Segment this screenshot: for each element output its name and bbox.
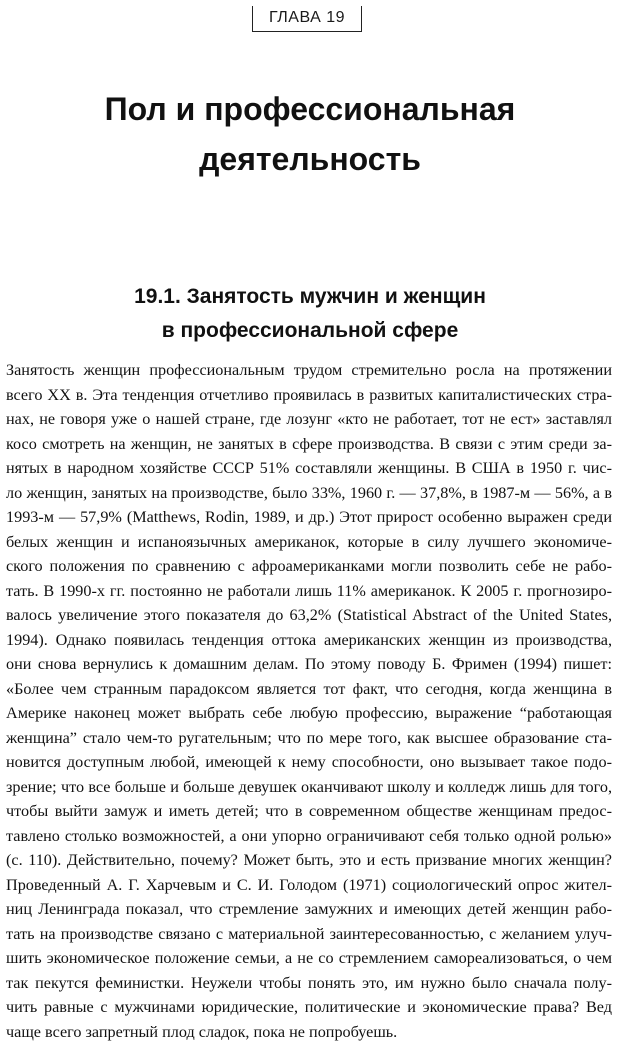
chapter-title: [0, 84, 620, 184]
text-line: они снова вернулись к домашним делам. По этому поводу Б. Фримен (1994) пишет:: [6, 652, 612, 677]
chapter-label: ГЛАВА 19: [253, 9, 361, 27]
chapter-title-line: деятельность: [0, 134, 620, 184]
text-line: ло женщин, занятых на производстве, было 33%, 1960 г. — 37,8%, в 1987-м — 56%, а в: [6, 481, 612, 506]
text-line: ниц Ленинграда показал, что стремление замужних и имеющих детей женщин рабо-: [6, 897, 612, 922]
section-heading-line: в профессиональной сфере: [0, 314, 620, 348]
text-line: женщина” стало чем-то ругательным; что по мере того, как высшее образование ста-: [6, 726, 612, 751]
text-line: «Более чем странным парадоксом является тот факт, что сегодня, когда женщина в: [6, 677, 612, 702]
text-line: чаще всего запретный плод сладок, пока не попробуешь.: [6, 1020, 612, 1044]
text-line: нятых в народном хозяйстве СССР 51% составляли женщины. В США в 1950 г. чис-: [6, 456, 612, 481]
text-line: зрение; что все больше и больше девушек оканчивают школу и колледж лишь для того,: [6, 775, 612, 800]
text-line: белых женщин и испаноязычных американок, которые в силу лучшего экономиче-: [6, 530, 612, 555]
text-line: новится доступным любой, имеющей к нему способности, оно вызывает такое подо-: [6, 750, 612, 775]
text-line: (с. 110). Действительно, почему? Может быть, это и есть призвание многих женщин?: [6, 848, 612, 873]
text-line: тать. В 1990-х гг. постоянно не работали лишь 11% американок. К 2005 г. прогнозиро-: [6, 579, 612, 604]
body-paragraph: [6, 358, 612, 1044]
chapter-title-line: Пол и профессиональная: [0, 84, 620, 134]
text-line: валось увеличение этого показателя до 63,2% (Statistical Abstract of the United States,: [6, 603, 612, 628]
text-line: нах, не говоря уже о нашей стране, где лозунг «кто не работает, тот не ест» заставлял: [6, 407, 612, 432]
section-heading: [0, 280, 620, 348]
text-line: косо смотреть на женщин, не занятых в сфере производства. В связи с этим среди за-: [6, 432, 612, 457]
text-line: 1994). Однако появилась тенденция оттока американских женщин из производства,: [6, 628, 612, 653]
chapter-label-box: [252, 6, 362, 32]
text-line: чить равные с мужчинами юридические, политические и экономические права? Вед: [6, 995, 612, 1020]
text-line: Занятость женщин профессиональным трудом стремительно росла на протяжении: [6, 358, 612, 383]
section-heading-line: 19.1. Занятость мужчин и женщин: [0, 280, 620, 314]
text-line: тать на производстве связано с материальной заинтересованностью, с желанием улуч-: [6, 922, 612, 947]
text-line: Америке наконец может выбрать себе любую профессию, выражение “работающая: [6, 701, 612, 726]
text-line: ского положения по сравнению с афроамериканками могли позволить себе не рабо-: [6, 554, 612, 579]
text-line: шить экономическое положение семьи, а не со стремлением самореализоваться, о чем: [6, 946, 612, 971]
text-line: Проведенный А. Г. Харчевым и С. И. Голодом (1971) социологический опрос жител-: [6, 873, 612, 898]
text-line: всего XX в. Эта тенденция отчетливо проявилась в развитых капиталистических стра-: [6, 383, 612, 408]
text-line: тавлено столько возможностей, а они упорно ограничивают себя только одной ролью»: [6, 824, 612, 849]
text-line: 1993-м — 57,9% (Matthews, Rodin, 1989, и др.) Этот прирост особенно выражен среди: [6, 505, 612, 530]
text-line: так пекутся феминистки. Неужели чтобы понять это, им нужно было сначала полу-: [6, 971, 612, 996]
text-line: чтобы выйти замуж и иметь детей; что в современном обществе женщинам предос-: [6, 799, 612, 824]
